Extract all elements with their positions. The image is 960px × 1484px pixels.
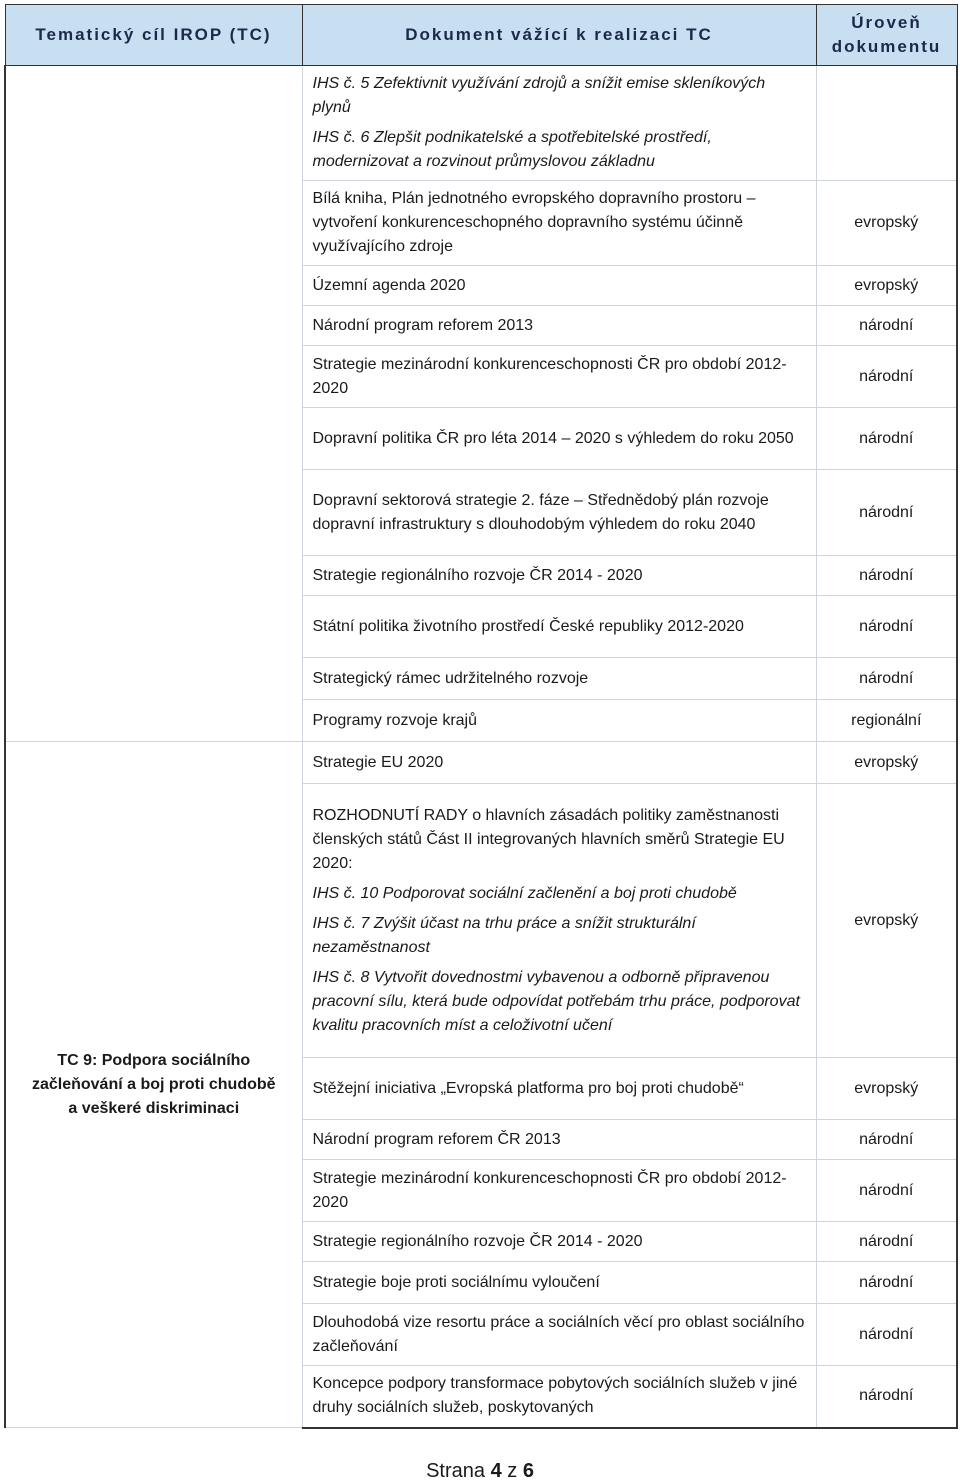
- document-name: Národní program reforem ČR 2013: [312, 1130, 561, 1148]
- document-name: Státní politika životního prostředí České republiky 2012-2020: [312, 617, 744, 635]
- document-name: Strategie regionálního rozvoje ČR 2014 - 2020: [312, 566, 643, 584]
- document-cell: [302, 266, 816, 306]
- document-level: evropský: [816, 784, 957, 1058]
- document-name: ROZHODNUTÍ RADY o hlavních zásadách politiky zaměstnanosti členských států Část II integrovaných hlavních směrů Strategie EU 2020:: [312, 806, 785, 872]
- table-row: [5, 742, 957, 784]
- document-cell: [302, 470, 816, 556]
- document-name: Strategie regionálního rozvoje ČR 2014 - 2020: [312, 1232, 643, 1250]
- document-name: IHS č. 5 Zefektivnit využívání zdrojů a snížit emise skleníkových plynů: [312, 75, 766, 116]
- document-name: IHS č. 6 Zlepšit podnikatelské a spotřebitelské prostředí, modernizovat a rozvinout průmyslovou základnu: [312, 129, 712, 170]
- document-name: Strategie boje proti sociálnímu vyloučení: [312, 1273, 600, 1291]
- page-footer: [0, 1460, 960, 1483]
- header-level: Úroveň dokumentu: [816, 5, 957, 66]
- document-name: Dlouhodobá vize resortu práce a sociálních věcí pro oblast sociálního začleňování: [312, 1313, 805, 1355]
- document-level: národní: [816, 596, 957, 658]
- document-level: národní: [816, 1160, 957, 1222]
- document-name: Stěžejní iniciativa „Evropská platforma pro boj proti chudobě“: [312, 1079, 744, 1097]
- documents-table: [4, 4, 958, 1429]
- document-cell: [302, 66, 816, 181]
- document-name: Strategie EU 2020: [312, 753, 444, 771]
- tc-cell: [5, 66, 302, 742]
- document-name: IHS č. 7 Zvýšit účast na trhu práce a snížit strukturální nezaměstnanost: [312, 914, 696, 956]
- document-name: Strategický rámec udržitelného rozvoje: [312, 669, 589, 687]
- footer-prefix: Strana: [426, 1460, 485, 1482]
- header-tc: Tematický cíl IROP (TC): [5, 5, 302, 66]
- tc-name-cell: [5, 742, 302, 1428]
- document-level: evropský: [816, 742, 957, 784]
- document-cell: [302, 1304, 816, 1366]
- document-cell: [302, 408, 816, 470]
- document-cell: [302, 346, 816, 408]
- document-name: IHS č. 10 Podporovat sociální začlenění a boj proti chudobě: [312, 884, 737, 902]
- document-cell: [302, 1120, 816, 1160]
- document-level: evropský: [816, 1058, 957, 1120]
- document-cell: [302, 700, 816, 742]
- tc-name: TC 9: Podpora sociálního začleňování a boj proti chudobě a veškeré diskriminaci: [31, 1051, 276, 1117]
- document-level: národní: [816, 658, 957, 700]
- document-level: evropský: [816, 266, 957, 306]
- document-level: regionální: [816, 700, 957, 742]
- document-cell: [302, 556, 816, 596]
- document-name: Národní program reforem 2013: [312, 316, 534, 334]
- document-name: Územní agenda 2020: [312, 276, 466, 294]
- document-cell: [302, 1222, 816, 1262]
- document-cell: [302, 1262, 816, 1304]
- footer-total-pages: 6: [522, 1460, 534, 1482]
- table-row: [5, 66, 957, 181]
- document-cell: [302, 1366, 816, 1428]
- table-header-row: [5, 5, 957, 66]
- document-level: národní: [816, 1366, 957, 1428]
- document-level: národní: [816, 1304, 957, 1366]
- document-level: národní: [816, 470, 957, 556]
- document-level: národní: [816, 306, 957, 346]
- document-cell: [302, 181, 816, 266]
- document-cell: [302, 658, 816, 700]
- document-level: evropský: [816, 181, 957, 266]
- document-level: národní: [816, 408, 957, 470]
- document-name: Programy rozvoje krajů: [312, 711, 477, 729]
- document-cell: [302, 742, 816, 784]
- document-level: národní: [816, 1262, 957, 1304]
- document-name: Strategie mezinárodní konkurenceschopnosti ČR pro období 2012-2020: [312, 355, 787, 397]
- document-cell: [302, 306, 816, 346]
- document-level: národní: [816, 1222, 957, 1262]
- document-level: národní: [816, 346, 957, 408]
- document-cell: [302, 596, 816, 658]
- document-cell: [302, 784, 816, 1058]
- footer-sep: z: [507, 1460, 518, 1482]
- document-name: Strategie mezinárodní konkurenceschopnosti ČR pro období 2012-2020: [312, 1169, 787, 1211]
- document-level: národní: [816, 556, 957, 596]
- document-cell: [302, 1160, 816, 1222]
- document-name: IHS č. 8 Vytvořit dovednostmi vybavenou a odborně připravenou pracovní sílu, která bude odpovídat potřebám trhu práce, podporovat kvalitu pracovních míst a celoživotní učení: [312, 968, 800, 1034]
- document-level: [816, 66, 957, 181]
- document-level: národní: [816, 1120, 957, 1160]
- header-document: Dokument vážící k realizaci TC: [302, 5, 816, 66]
- document-name: Dopravní politika ČR pro léta 2014 – 2020 s výhledem do roku 2050: [312, 429, 794, 447]
- document-name: Bílá kniha, Plán jednotného evropského dopravního prostoru – vytvoření konkurenceschopného dopravního systému účinně využívajícího zdroje: [312, 190, 756, 255]
- footer-page-number: 4: [490, 1460, 502, 1482]
- document-cell: [302, 1058, 816, 1120]
- document-name: Dopravní sektorová strategie 2. fáze – Střednědobý plán rozvoje dopravní infrastruktury s dlouhodobým výhledem do roku 2040: [312, 491, 769, 533]
- document-name: Koncepce podpory transformace pobytových sociálních služeb v jiné druhy sociálních služeb, poskytovaných: [312, 1375, 798, 1417]
